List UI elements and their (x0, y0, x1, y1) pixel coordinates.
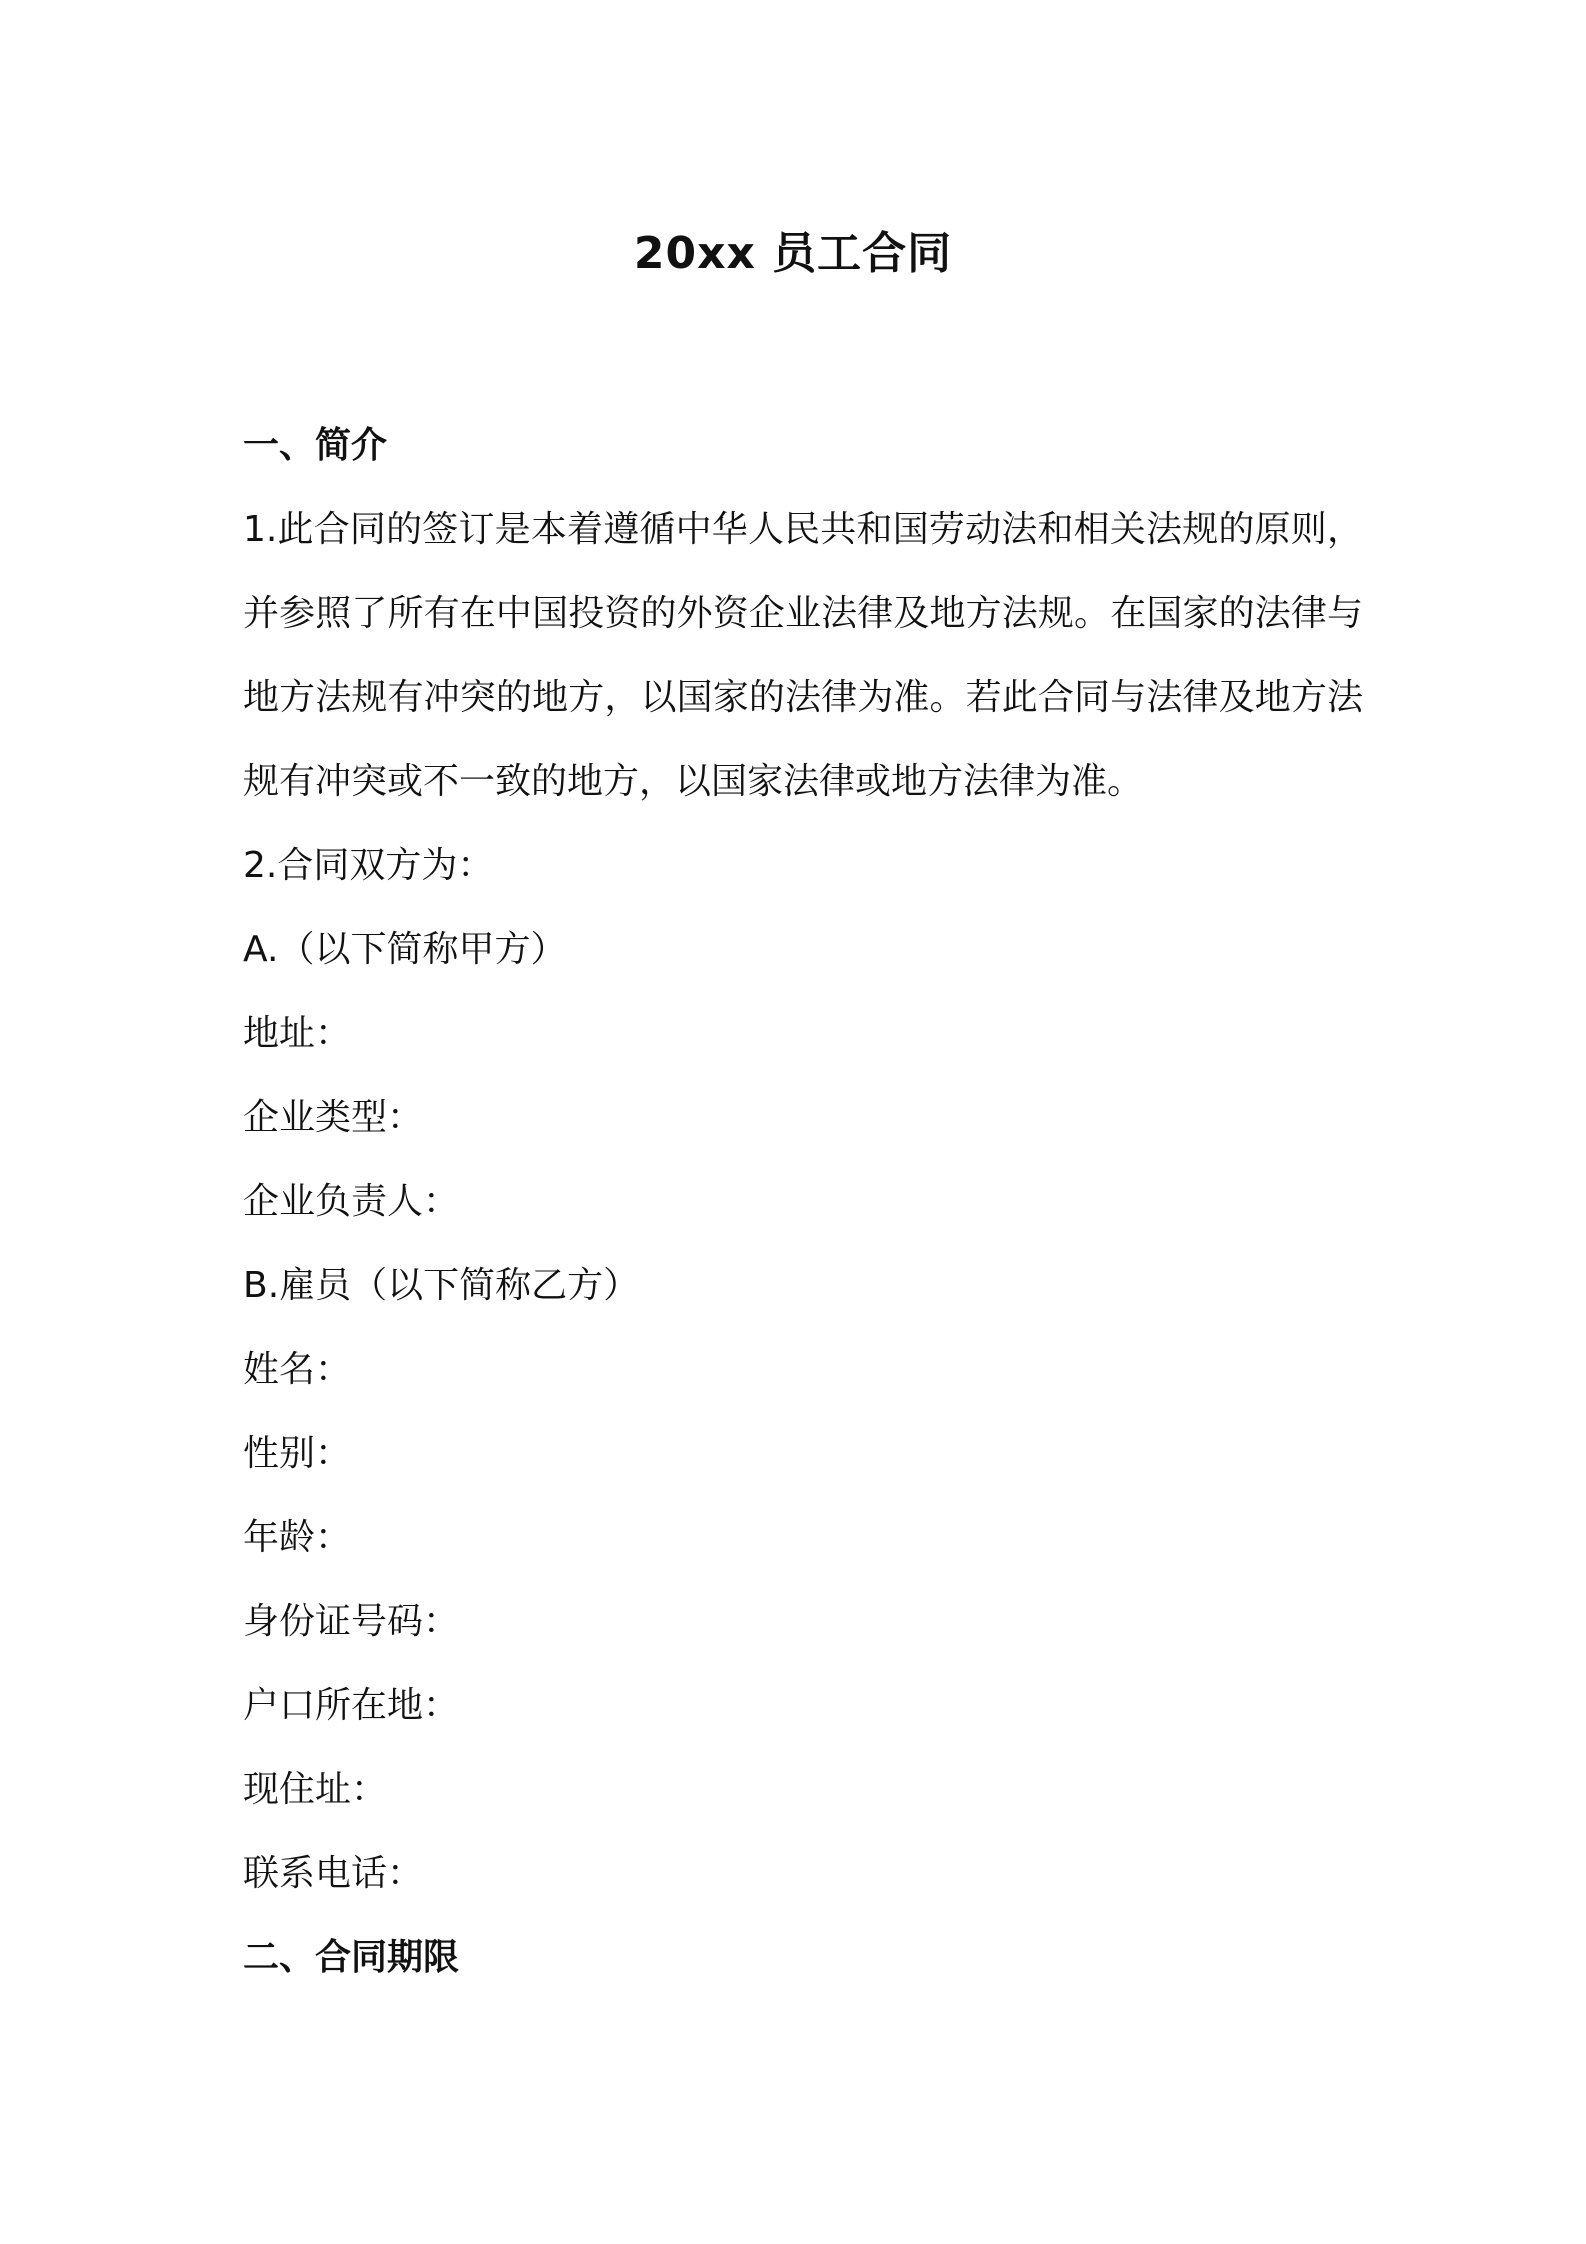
party-b-current-address-field: 现住址： (243, 1769, 388, 1810)
party-b-label: B.雇员（以下简称乙方） (243, 1265, 640, 1306)
party-a-representative-field: 企业负责人： (243, 1181, 460, 1222)
clause-2-text: 2.合同双方为： (243, 845, 494, 886)
party-b-gender-field: 性别： (243, 1433, 352, 1474)
party-b-phone-field: 联系电话： (243, 1853, 424, 1894)
party-b-name-field: 姓名： (243, 1349, 352, 1390)
party-a-address-field: 地址： (243, 1013, 352, 1054)
party-b-id-number-field: 身份证号码： (243, 1601, 460, 1642)
party-b-household-field: 户口所在地： (243, 1685, 460, 1726)
document-body (243, 404, 1363, 2000)
section-heading-term: 二、合同期限 (243, 1937, 460, 1978)
party-a-label: A.（以下简称甲方） (243, 929, 567, 970)
section-heading-intro: 一、简介 (243, 425, 388, 466)
document-title: 20xx 员工合同 (633, 228, 953, 279)
clause-1-text: 1.此合同的签订是本着遵循中华人民共和国劳动法和相关法规的原则，并参照了所有在中国投资的外资企业法律及地方法规。在国家的法律与地方法规有冲突的地方，以国家的法律为准。若此合同与法律及地方法规有冲突或不一致的地方，以国家法律或地方法律为准。 (243, 509, 1363, 802)
party-b-age-field: 年龄： (243, 1517, 352, 1558)
party-a-company-type-field: 企业类型： (243, 1097, 424, 1138)
